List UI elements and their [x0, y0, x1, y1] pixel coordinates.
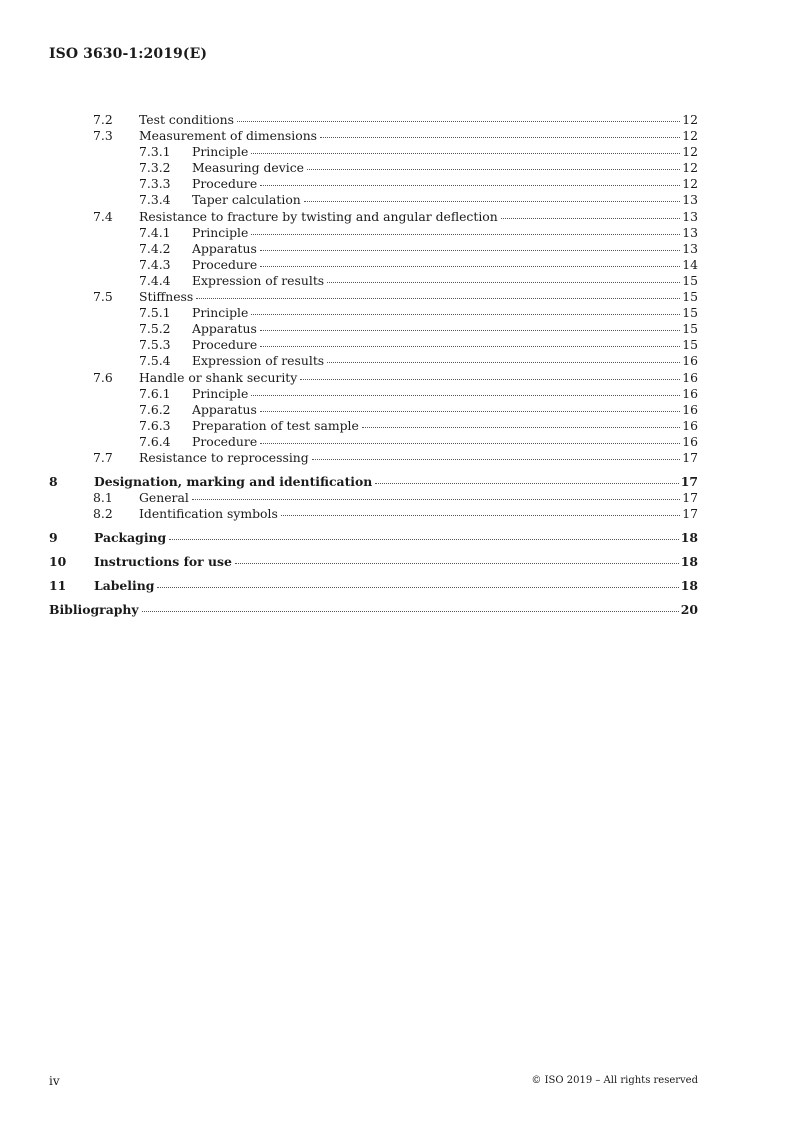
toc-entry[interactable] — [49, 353, 698, 369]
toc-entry[interactable] — [49, 160, 698, 176]
dot-leader — [300, 379, 680, 380]
toc-entry-number: 7.2 — [93, 112, 113, 127]
toc-entry[interactable] — [49, 337, 698, 353]
toc-entry-title: Preparation of test sample — [192, 417, 359, 433]
toc-entry-page: 16 — [682, 385, 698, 401]
toc-entry-number: 7.6.4 — [139, 433, 171, 449]
toc-entry[interactable] — [49, 128, 698, 144]
toc-entry-page: 12 — [682, 128, 698, 144]
toc-entry-title: Designation, marking and identification — [94, 473, 373, 489]
toc-entry-title: Principle — [192, 224, 249, 240]
toc-entry-title: Instructions for use — [94, 553, 232, 569]
dot-leader — [327, 282, 680, 283]
toc-entry[interactable] — [49, 192, 698, 208]
dot-leader — [260, 411, 680, 412]
toc-entry-number: 8.2 — [93, 506, 113, 522]
dot-leader — [260, 266, 680, 267]
copyright-notice: © ISO 2019 – All rights reserved — [531, 1075, 698, 1086]
toc-entry[interactable] — [49, 289, 698, 305]
toc-entry-page: 16 — [682, 433, 698, 449]
toc-entry-page: 14 — [682, 256, 698, 272]
toc-entry-number: 7.4.3 — [139, 256, 171, 272]
toc-entry-number: 7.5.2 — [139, 321, 171, 337]
dot-leader — [142, 611, 679, 612]
toc-entry[interactable] — [49, 386, 698, 402]
toc-entry-title: Bibliography — [49, 601, 139, 617]
toc-entry-page: 13 — [682, 240, 698, 256]
toc-entry-number: 7.6.3 — [139, 417, 171, 433]
dot-leader — [260, 330, 680, 331]
dot-leader — [327, 362, 680, 363]
toc-entry-page: 13 — [682, 192, 698, 208]
toc-entry-title: Test conditions — [139, 112, 234, 127]
toc-entry[interactable] — [49, 321, 698, 337]
toc-entry-title: Procedure — [192, 433, 258, 449]
toc-entry-number: 7.4 — [93, 208, 113, 224]
dot-leader — [251, 153, 680, 154]
dot-leader — [312, 459, 681, 460]
dot-leader — [320, 137, 680, 138]
toc-entry-number: 7.5 — [93, 289, 113, 305]
toc-entry-number: 7.6.1 — [139, 385, 171, 401]
toc-entry[interactable] — [49, 490, 698, 506]
toc-entry[interactable] — [49, 506, 698, 522]
toc-entry-number: 7.4.1 — [139, 224, 171, 240]
table-of-contents — [49, 112, 698, 618]
dot-leader — [251, 314, 680, 315]
toc-entry-page: 17 — [682, 449, 698, 465]
toc-entry-number: 7.3 — [93, 128, 113, 144]
toc-entry-title: Apparatus — [192, 240, 257, 256]
toc-entry-title: Resistance to reprocessing — [139, 449, 309, 465]
toc-entry[interactable] — [49, 578, 698, 594]
toc-entry-number: 7.7 — [93, 449, 113, 465]
toc-entry-page: 13 — [682, 208, 698, 224]
toc-entry-page: 15 — [682, 321, 698, 337]
toc-entry-page: 15 — [682, 337, 698, 353]
toc-entry-title: Procedure — [192, 176, 258, 192]
toc-entry-page: 16 — [682, 401, 698, 417]
toc-entry-page: 15 — [682, 272, 698, 288]
toc-entry-title: Handle or shank security — [139, 369, 298, 385]
toc-entry-title: Packaging — [94, 529, 167, 545]
dot-leader — [260, 250, 680, 251]
toc-entry-number: 7.5.1 — [139, 305, 171, 321]
toc-entry-title: Apparatus — [192, 321, 257, 337]
toc-entry-title: Taper calculation — [192, 192, 301, 208]
dot-leader — [260, 346, 680, 347]
toc-entry-title: Expression of results — [192, 353, 325, 369]
dot-leader — [235, 563, 679, 564]
toc-entry-page: 12 — [682, 144, 698, 160]
page-number: iv — [49, 1074, 60, 1088]
dot-leader — [192, 499, 680, 500]
toc-entry-number: 7.5.3 — [139, 337, 171, 353]
toc-entry-title: Procedure — [192, 337, 258, 353]
toc-entry-page: 15 — [682, 289, 698, 305]
toc-entry[interactable] — [49, 474, 698, 490]
toc-entry-page: 15 — [682, 305, 698, 321]
toc-entry[interactable] — [49, 602, 698, 618]
toc-entry-page: 18 — [680, 553, 698, 569]
toc-entry[interactable] — [49, 434, 698, 450]
dot-leader — [169, 539, 679, 540]
toc-entry-page: 17 — [682, 489, 698, 505]
toc-entry-page: 18 — [680, 529, 698, 545]
toc-entry-page: 12 — [682, 176, 698, 192]
toc-entry[interactable] — [49, 225, 698, 241]
toc-entry[interactable] — [49, 370, 698, 386]
toc-entry[interactable] — [49, 209, 698, 225]
toc-entry-number: 9 — [49, 529, 58, 545]
toc-entry-number: 7.5.4 — [139, 353, 171, 369]
toc-entry[interactable] — [49, 273, 698, 289]
toc-entry-title: Principle — [192, 144, 249, 160]
toc-entry-number: 11 — [49, 577, 67, 593]
toc-entry-number: 7.6 — [93, 369, 113, 385]
dot-leader — [362, 427, 680, 428]
toc-entry-number: 7.6.2 — [139, 401, 171, 417]
toc-entry-title: Measuring device — [192, 160, 304, 176]
toc-entry-page: 12 — [682, 160, 698, 176]
toc-entry-page: 17 — [682, 506, 698, 522]
toc-entry[interactable] — [49, 241, 698, 257]
toc-entry-title: Apparatus — [192, 401, 257, 417]
toc-entry[interactable] — [49, 554, 698, 570]
toc-entry-page: 13 — [682, 224, 698, 240]
toc-entry-number: 7.4.4 — [139, 272, 171, 288]
toc-entry[interactable] — [49, 257, 698, 273]
dot-leader — [375, 483, 678, 484]
dot-leader — [237, 121, 680, 122]
toc-entry[interactable] — [49, 176, 698, 192]
toc-entry-page: 16 — [682, 353, 698, 369]
dot-leader — [281, 515, 680, 516]
toc-entry-page: 12 — [682, 112, 698, 127]
document-header: ISO 3630-1:2019(E) — [49, 46, 208, 62]
toc-entry[interactable] — [49, 402, 698, 418]
toc-entry-page: 16 — [682, 417, 698, 433]
toc-entry-title: Labeling — [94, 577, 155, 593]
toc-entry-title: Measurement of dimensions — [139, 128, 318, 144]
toc-entry-page: 16 — [682, 369, 698, 385]
dot-leader — [251, 234, 680, 235]
toc-entry-title: Identification symbols — [139, 506, 278, 522]
toc-entry-title: Stiffness — [139, 289, 194, 305]
dot-leader — [157, 587, 678, 588]
toc-entry[interactable] — [49, 418, 698, 434]
toc-entry-number: 7.3.3 — [139, 176, 171, 192]
toc-entry-number: 8.1 — [93, 489, 113, 505]
toc-entry-page: 18 — [680, 577, 698, 593]
toc-entry-number: 7.4.2 — [139, 240, 171, 256]
toc-entry[interactable] — [49, 450, 698, 466]
dot-leader — [260, 185, 680, 186]
toc-entry-title: General — [139, 489, 189, 505]
dot-leader — [304, 201, 680, 202]
toc-entry-number: 7.3.1 — [139, 144, 171, 160]
toc-entry-number: 7.3.2 — [139, 160, 171, 176]
toc-entry-title: Resistance to fracture by twisting and angular deflection — [139, 208, 498, 224]
toc-entry[interactable] — [49, 112, 698, 128]
toc-entry-number: 8 — [49, 473, 58, 489]
toc-entry[interactable] — [49, 530, 698, 546]
toc-entry-page: 20 — [680, 601, 698, 617]
toc-entry-number: 7.3.4 — [139, 192, 171, 208]
toc-entry-page: 17 — [680, 473, 698, 489]
toc-entry[interactable] — [49, 305, 698, 321]
toc-entry-title: Expression of results — [192, 272, 325, 288]
dot-leader — [251, 395, 680, 396]
dot-leader — [196, 298, 680, 299]
dot-leader — [307, 169, 680, 170]
toc-entry-title: Procedure — [192, 256, 258, 272]
toc-entry-title: Principle — [192, 385, 249, 401]
toc-entry-number: 10 — [49, 553, 67, 569]
toc-entry-title: Principle — [192, 305, 249, 321]
dot-leader — [501, 218, 680, 219]
dot-leader — [260, 443, 680, 444]
toc-entry[interactable] — [49, 144, 698, 160]
